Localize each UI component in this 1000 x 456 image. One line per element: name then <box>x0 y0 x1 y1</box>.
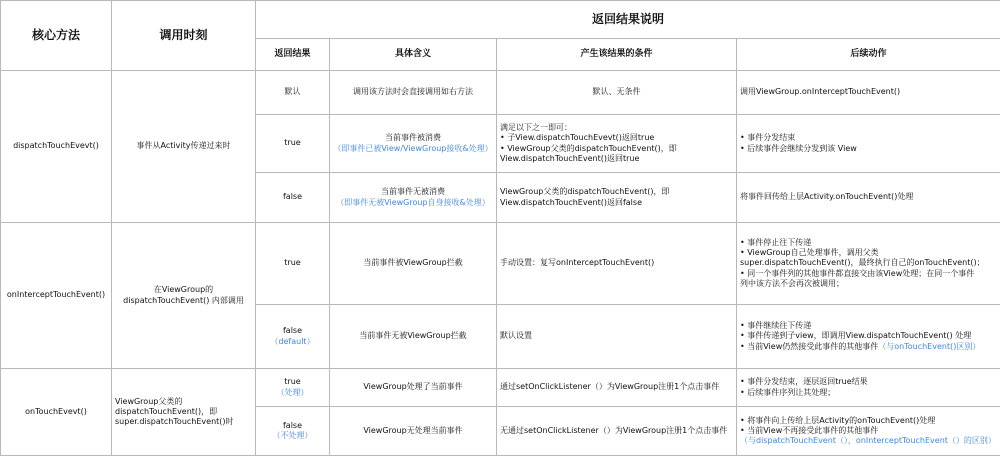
followup-cell <box>737 369 1000 407</box>
meaning-cell: ViewGroup无处理当前事件 <box>330 407 497 456</box>
followup-line: • 事件分发结束 <box>740 133 997 143</box>
meaning-cell: 当前事件被ViewGroup拦截 <box>330 223 497 305</box>
timing-touch <box>112 369 256 456</box>
table-row <box>1 369 1000 407</box>
followup-line: super.dispatchTouchEvent()，最终执行自己的onTouchEvent()； <box>740 258 997 268</box>
meaning-cell <box>330 173 497 223</box>
timing-intercept <box>112 223 256 369</box>
condition-cell <box>497 115 737 173</box>
result-note: （不处理） <box>259 431 326 441</box>
header-call-timing: 调用时刻 <box>112 1 256 71</box>
followup-line: • 后续事件会继续分发到该 View <box>740 144 997 154</box>
condition-line: View.dispatchTouchEvent()返回true <box>500 154 733 164</box>
condition-cell: 手动设置：复写onInterceptTouchEvent() <box>497 223 737 305</box>
header-core-method: 核心方法 <box>1 1 112 71</box>
timing-line: dispatchTouchEvent()，即 <box>115 407 252 417</box>
followup-text: • 当前View仍然接受此事件的其他事件 <box>740 342 878 351</box>
result-note: （default） <box>259 337 326 347</box>
condition-line: 满足以下之一即可： <box>500 123 733 133</box>
followup-cell <box>737 115 1000 173</box>
table-row <box>1 71 1000 115</box>
result-cell: false <box>256 173 330 223</box>
timing-line: dispatchTouchEvent() 内部调用 <box>115 296 252 306</box>
method-touch: onTouchEvevt() <box>1 369 112 456</box>
followup-cell: 将事件回传给上层Activity.onTouchEvent()处理 <box>737 173 1000 223</box>
timing-line: 在ViewGroup的 <box>115 285 252 295</box>
condition-cell <box>497 173 737 223</box>
followup-line: • ViewGroup自己处理事件，调用父类 <box>740 248 997 258</box>
followup-cell <box>737 407 1000 456</box>
followup-line: • 事件传递到子view，即调用View.dispatchTouchEvent() 处理 <box>740 331 997 341</box>
followup-line: • 后续事件序列让其处理； <box>740 388 997 398</box>
result-text: false <box>259 326 326 336</box>
followup-cell <box>737 305 1000 369</box>
condition-cell: 无通过setOnClickListener（）为ViewGroup注册1个点击事件 <box>497 407 737 456</box>
header-result-desc: 返回结果说明 <box>256 1 1000 39</box>
meaning-note: （即事件无被ViewGroup自身接收&处理） <box>333 198 493 208</box>
condition-line: View.dispatchTouchEvent()返回false <box>500 198 733 208</box>
result-text: false <box>259 421 326 431</box>
timing-line: super.dispatchTouchEvent()时 <box>115 417 252 427</box>
followup-cell <box>737 223 1000 305</box>
followup-note: （与onTouchEvent()区别） <box>878 342 980 351</box>
followup-line: 列中该方法不会再次被调用； <box>740 279 997 289</box>
result-note: （处理） <box>259 388 326 398</box>
timing-line: ViewGroup父类的 <box>115 397 252 407</box>
followup-note: （与dispatchTouchEvent（），onInterceptTouchEvent（）的区别） <box>740 436 997 446</box>
followup-line: • 事件分发结束，逐层返回true结果 <box>740 377 997 387</box>
header-meaning: 具体含义 <box>330 39 497 71</box>
meaning-cell: 调用该方法时会直接调用如右方法 <box>330 71 497 115</box>
condition-line: • 子View.dispatchTouchEvevt()返回true <box>500 133 733 143</box>
followup-line: • 当前View不再接受此事件的其他事件 <box>740 426 997 436</box>
meaning-text: 当前事件无被消费 <box>333 187 493 197</box>
header-return-value: 返回结果 <box>256 39 330 71</box>
result-cell: 默认 <box>256 71 330 115</box>
followup-line: • 同一个事件列的其他事件都直接交由该View处理；在同一个事件 <box>740 269 997 279</box>
header-condition: 产生该结果的条件 <box>497 39 737 71</box>
condition-cell: 默认、无条件 <box>497 71 737 115</box>
method-intercept: onInterceptTouchEvent() <box>1 223 112 369</box>
meaning-cell: 当前事件无被ViewGroup拦截 <box>330 305 497 369</box>
followup-line: • 事件继续往下传递 <box>740 321 997 331</box>
method-dispatch: dispatchTouchEvevt() <box>1 71 112 223</box>
result-cell <box>256 407 330 456</box>
header-followup: 后续动作 <box>737 39 1000 71</box>
result-cell: true <box>256 223 330 305</box>
meaning-cell <box>330 115 497 173</box>
condition-cell: 通过setOnClickListener（）为ViewGroup注册1个点击事件 <box>497 369 737 407</box>
result-cell: true <box>256 115 330 173</box>
condition-line: ViewGroup父类的dispatchTouchEvent()，即 <box>500 187 733 197</box>
timing-dispatch: 事件从Activity传递过来时 <box>112 71 256 223</box>
followup-cell: 调用ViewGroup.onInterceptTouchEvent() <box>737 71 1000 115</box>
followup-line: • 事件停止往下传递 <box>740 238 997 248</box>
condition-cell: 默认设置 <box>497 305 737 369</box>
meaning-text: 当前事件被消费 <box>333 133 493 143</box>
followup-line: • 将事件向上传给上层Activity的onTouchEvent()处理 <box>740 416 997 426</box>
meaning-cell: ViewGroup处理了当前事件 <box>330 369 497 407</box>
result-text: true <box>259 377 326 387</box>
followup-line <box>740 342 997 352</box>
result-cell <box>256 369 330 407</box>
condition-line: • ViewGroup父类的dispatchTouchEvent()，即 <box>500 144 733 154</box>
result-cell <box>256 305 330 369</box>
meaning-note: （即事件已被View/ViewGroup接收&处理） <box>333 144 493 154</box>
table-row <box>1 223 1000 305</box>
